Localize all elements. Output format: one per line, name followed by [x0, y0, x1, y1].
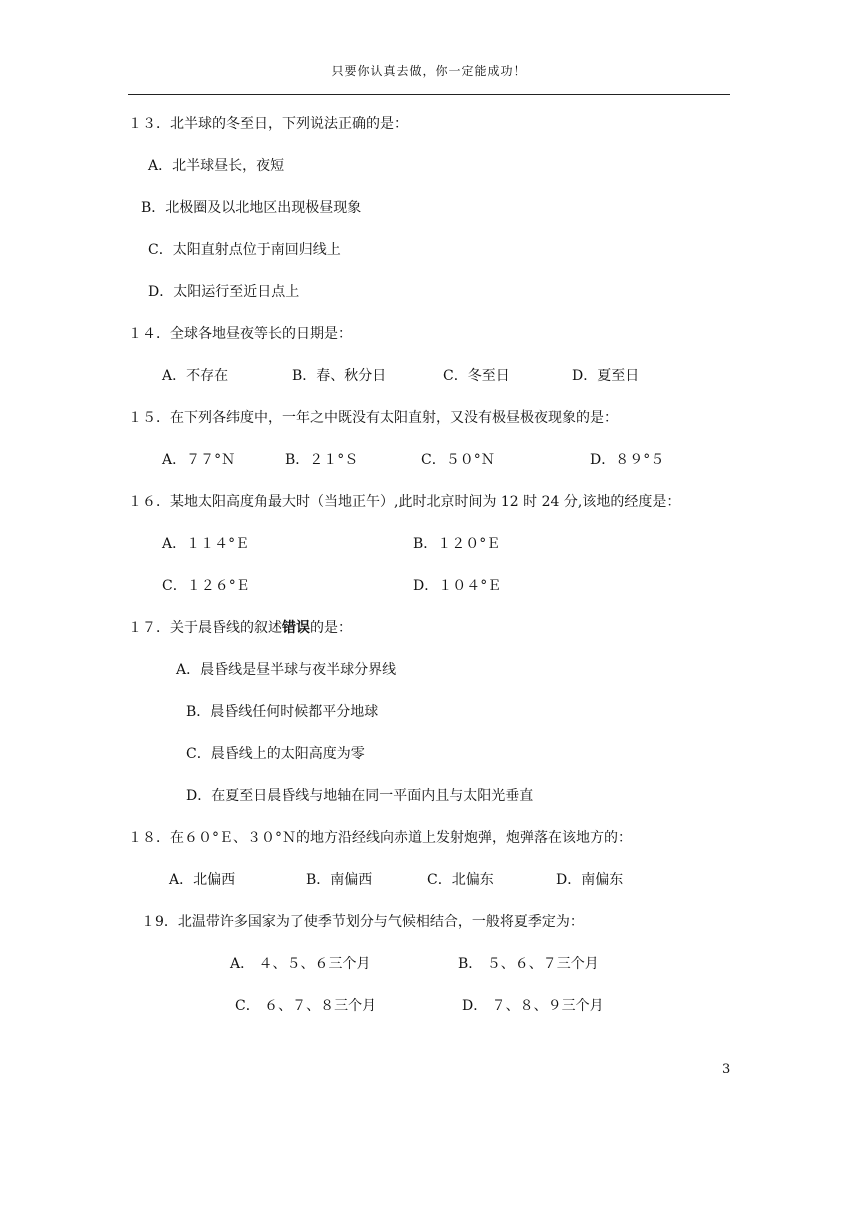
q16-stem: １６．某地太阳高度角最大时（当地正午）,此时北京时间为 12 时 24 分,该地的经度是：: [128, 494, 681, 510]
q19-option-a: A． ４、５、６三个月: [230, 956, 371, 972]
q16-option-b: B．１２０°Ｅ: [413, 536, 501, 552]
q17-stem-post: 的是：: [310, 620, 352, 636]
q18-option-a: A．北偏西: [169, 872, 236, 888]
q18-option-c: C．北偏东: [427, 872, 494, 888]
q13-option-c: C．太阳直射点位于南回归线上: [148, 242, 341, 258]
q17-stem-pre: １７．关于晨昏线的叙述: [128, 620, 282, 636]
q18-stem: １８．在６０°Ｅ、３０°Ｎ的地方沿经线向赤道上发射炮弹，炮弹落在该地方的：: [128, 830, 632, 846]
q15-option-b: B．２１°Ｓ: [285, 452, 359, 468]
page-number: 3: [722, 1062, 731, 1077]
q15-option-a: A．７７°Ｎ: [162, 452, 236, 468]
q15-option-c: C．５０°Ｎ: [421, 452, 495, 468]
q19-option-c: C． ６、７、８三个月: [235, 998, 377, 1014]
q17-stem-emphasis: 错误: [282, 620, 310, 636]
q17-option-b: B．晨昏线任何时候都平分地球: [186, 704, 379, 720]
q14-option-c: C．冬至日: [443, 368, 510, 384]
q18-option-d: D．南偏东: [556, 872, 624, 888]
q19-option-d: D． ７、８、９三个月: [462, 998, 604, 1014]
q13-option-d: D．太阳运行至近日点上: [148, 284, 300, 300]
q13-option-b: B．北极圈及以北地区出现极昼现象: [141, 200, 362, 216]
q17-option-a: A．晨昏线是昼半球与夜半球分界线: [176, 662, 397, 678]
q14-option-d: D．夏至日: [572, 368, 640, 384]
q15-option-d: D．８９°５: [590, 452, 665, 468]
page-header: 只要你认真去做，你一定能成功！: [331, 64, 527, 78]
q16-option-a: A．１１４°Ｅ: [162, 536, 250, 552]
q18-option-b: B．南偏西: [306, 872, 373, 888]
q13-stem: １３．北半球的冬至日，下列说法正确的是：: [128, 116, 408, 132]
q17-option-c: C．晨昏线上的太阳高度为零: [186, 746, 365, 762]
q17-stem: [128, 619, 352, 637]
q13-option-a: A．北半球昼长，夜短: [148, 158, 285, 174]
q17-option-d: D．在夏至日晨昏线与地轴在同一平面内且与太阳光垂直: [186, 788, 534, 804]
q14-option-a: A．不存在: [162, 368, 229, 384]
q16-option-c: C．１２６°Ｅ: [162, 578, 250, 594]
q19-stem: １9．北温带许多国家为了使季节划分与气候相结合，一般将夏季定为：: [141, 914, 584, 930]
q14-stem: １４．全球各地昼夜等长的日期是：: [128, 326, 352, 342]
q15-stem: １５．在下列各纬度中，一年之中既没有太阳直射，又没有极昼极夜现象的是：: [128, 410, 618, 426]
q16-option-d: D．１０４°Ｅ: [413, 578, 502, 594]
q14-option-b: B．春、秋分日: [292, 368, 387, 384]
header-rule: [128, 94, 730, 95]
q19-option-b: B． ５、６、７三个月: [458, 956, 599, 972]
